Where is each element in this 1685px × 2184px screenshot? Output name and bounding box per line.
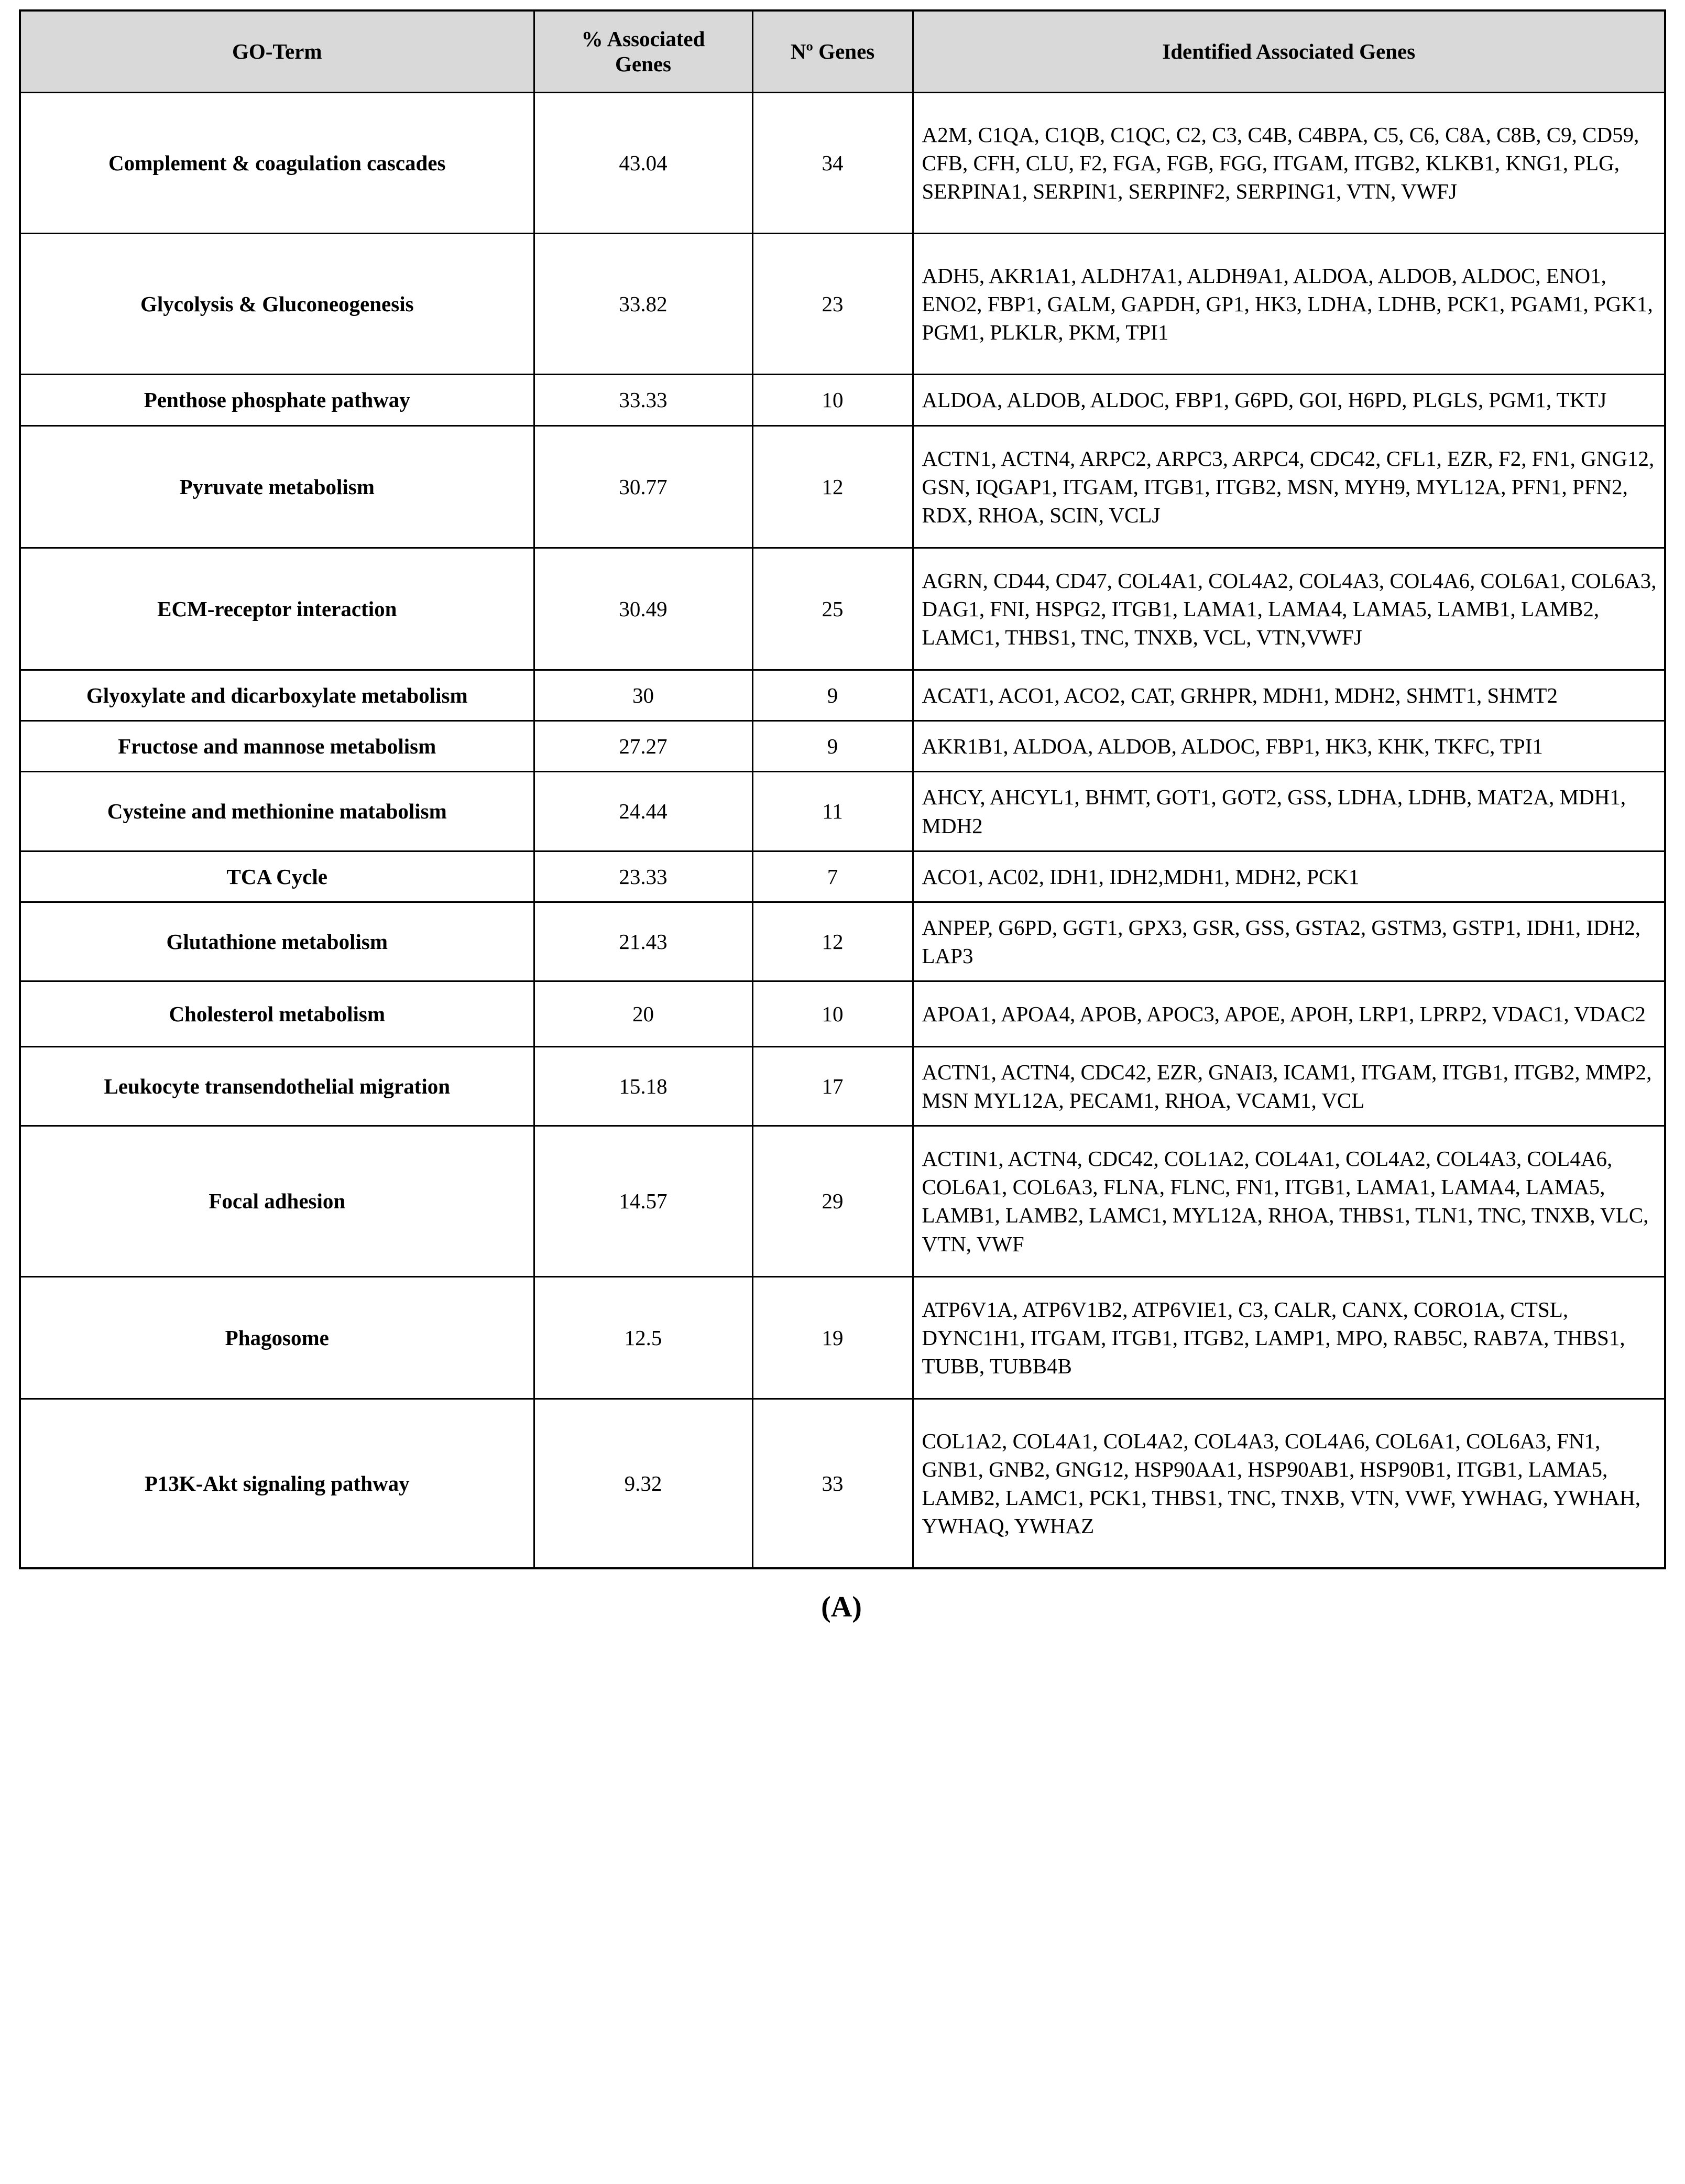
cell-n-genes: 29 [752, 1126, 913, 1276]
cell-go-term: Glycolysis & Gluconeogenesis [20, 234, 534, 375]
gene-list: ACTN1, ACTN4, ARPC2, ARPC3, ARPC4, CDC42, CFL1, EZR, F2, FN1, GNG12, GSN, IQGAP1, ITGAM, ITGB1, ITGB2, MSN, MYH9, MYL12A, PFN1, PFN2, RDX, RHOA, SCIN, VCLJ [922, 446, 1655, 527]
table-row [20, 772, 1665, 851]
cell-pct-associated-genes: 14.57 [534, 1126, 752, 1276]
cell-identified-associated-genes [913, 670, 1665, 721]
table-row [20, 234, 1665, 375]
cell-go-term: Phagosome [20, 1276, 534, 1399]
cell-n-genes: 11 [752, 772, 913, 851]
cell-n-genes: 7 [752, 851, 913, 902]
column-header-go-term: GO-Term [20, 10, 534, 92]
gene-list: ACTIN1, ACTN4, CDC42, COL1A2, COL4A1, COL4A2, COL4A3, COL4A6, COL6A1, COL6A3, FLNA, FLNC, FN1, ITGB1, LAMA1, LAMA4, LAMA5, LAMB1, LAMB2, LAMC1, MYL12A, RHOA, THBS1, TLN1, TNC, TNXB, VLC, VTN, VWF [922, 1146, 1649, 1256]
cell-identified-associated-genes [913, 548, 1665, 670]
column-header-n-genes: Nº Genes [752, 10, 913, 92]
cell-identified-associated-genes [913, 1047, 1665, 1126]
figure-caption: (A) [821, 1591, 862, 1624]
cell-identified-associated-genes [913, 234, 1665, 375]
cell-pct-associated-genes: 33.33 [534, 375, 752, 425]
cell-n-genes: 19 [752, 1276, 913, 1399]
table-row [20, 1276, 1665, 1399]
gene-list: AKR1B1, ALDOA, ALDOB, ALDOC, FBP1, HK3, KHK, TKFC, TPI1 [922, 734, 1543, 759]
column-header-pct-associated-genes [534, 10, 752, 92]
gene-list: ACO1, AC02, IDH1, IDH2,MDH1, MDH2, PCK1 [922, 864, 1360, 889]
table-row [20, 92, 1665, 233]
go-enrichment-table [19, 9, 1666, 1569]
cell-go-term: P13K-Akt signaling pathway [20, 1399, 534, 1569]
gene-list: ACTN1, ACTN4, CDC42, EZR, GNAI3, ICAM1, ITGAM, ITGB1, ITGB2, MMP2, MSN MYL12A, PECAM1, RHOA, VCAM1, VCL [922, 1060, 1652, 1113]
cell-go-term: ECM-receptor interaction [20, 548, 534, 670]
cell-pct-associated-genes: 43.04 [534, 92, 752, 233]
cell-go-term: Pyruvate metabolism [20, 425, 534, 548]
gene-list: A2M, C1QA, C1QB, C1QC, C2, C3, C4B, C4BPA, C5, C6, C8A, C8B, C9, CD59, CFB, CFH, CLU, F2, FGA, FGB, FGG, ITGAM, ITGB2, KLKB1, KNG1, PLG, SERPINA1, SERPIN1, SERPINF2, SERPING1, VTN, VWFJ [922, 122, 1639, 203]
cell-go-term: Cholesterol metabolism [20, 981, 534, 1046]
cell-n-genes: 25 [752, 548, 913, 670]
cell-pct-associated-genes: 12.5 [534, 1276, 752, 1399]
cell-n-genes: 10 [752, 981, 913, 1046]
cell-identified-associated-genes [913, 772, 1665, 851]
cell-identified-associated-genes [913, 1399, 1665, 1569]
table-row [20, 375, 1665, 425]
cell-pct-associated-genes: 24.44 [534, 772, 752, 851]
cell-identified-associated-genes [913, 425, 1665, 548]
cell-identified-associated-genes [913, 851, 1665, 902]
cell-go-term: Cysteine and methionine matabolism [20, 772, 534, 851]
cell-n-genes: 12 [752, 425, 913, 548]
table-row [20, 548, 1665, 670]
pct-header-line2: Genes [615, 52, 672, 77]
cell-n-genes: 23 [752, 234, 913, 375]
cell-identified-associated-genes [913, 1126, 1665, 1276]
cell-pct-associated-genes: 33.82 [534, 234, 752, 375]
cell-pct-associated-genes: 21.43 [534, 902, 752, 981]
cell-pct-associated-genes: 20 [534, 981, 752, 1046]
column-header-identified-associated-genes: Identified Associated Genes [913, 10, 1665, 92]
gene-list: ATP6V1A, ATP6V1B2, ATP6VIE1, C3, CALR, CANX, CORO1A, CTSL, DYNC1H1, ITGAM, ITGB1, ITGB2, LAMP1, MPO, RAB5C, RAB7A, THBS1, TUBB, TUBB4B [922, 1297, 1625, 1378]
gene-list: ACAT1, ACO1, ACO2, CAT, GRHPR, MDH1, MDH2, SHMT1, SHMT2 [922, 683, 1558, 708]
table-row [20, 1126, 1665, 1276]
cell-go-term: Glutathione metabolism [20, 902, 534, 981]
gene-list: AGRN, CD44, CD47, COL4A1, COL4A2, COL4A3, COL4A6, COL6A1, COL6A3, DAG1, FNI, HSPG2, ITGB1, LAMA1, LAMA4, LAMA5, LAMB1, LAMB2, LAMC1, THBS1, TNC, TNXB, VCL, VTN,VWFJ [922, 568, 1657, 650]
cell-n-genes: 9 [752, 721, 913, 772]
cell-identified-associated-genes [913, 981, 1665, 1046]
table-header [20, 10, 1665, 92]
cell-go-term: Complement & coagulation cascades [20, 92, 534, 233]
cell-n-genes: 17 [752, 1047, 913, 1126]
table-row [20, 1399, 1665, 1569]
table-row [20, 981, 1665, 1046]
cell-n-genes: 9 [752, 670, 913, 721]
cell-n-genes: 10 [752, 375, 913, 425]
cell-pct-associated-genes: 27.27 [534, 721, 752, 772]
table-row [20, 1047, 1665, 1126]
cell-pct-associated-genes: 30.77 [534, 425, 752, 548]
cell-n-genes: 33 [752, 1399, 913, 1569]
cell-go-term: Focal adhesion [20, 1126, 534, 1276]
table-body [20, 92, 1665, 1568]
pct-header-line1: % Associated [581, 27, 705, 51]
gene-list: COL1A2, COL4A1, COL4A2, COL4A3, COL4A6, COL6A1, COL6A3, FN1, GNB1, GNB2, GNG12, HSP90AA1, HSP90AB1, HSP90B1, ITGB1, LAMA5, LAMB2, LAMC1, PCK1, THBS1, TNC, TNXB, VTN, VWF, YWHAG, YWHAH, YWHAQ, YWHAZ [922, 1429, 1640, 1538]
table-row [20, 425, 1665, 548]
cell-pct-associated-genes: 30 [534, 670, 752, 721]
cell-pct-associated-genes: 30.49 [534, 548, 752, 670]
gene-list: ALDOA, ALDOB, ALDOC, FBP1, G6PD, GOI, H6PD, PLGLS, PGM1, TKTJ [922, 388, 1607, 412]
gene-list: ADH5, AKR1A1, ALDH7A1, ALDH9A1, ALDOA, ALDOB, ALDOC, ENO1, ENO2, FBP1, GALM, GAPDH, GP1, HK3, LDHA, LDHB, PCK1, PGAM1, PGK1, PGM1, PLKLR, PKM, TPI1 [922, 264, 1653, 345]
cell-go-term: Fructose and mannose metabolism [20, 721, 534, 772]
gene-list: AHCY, AHCYL1, BHMT, GOT1, GOT2, GSS, LDHA, LDHB, MAT2A, MDH1, MDH2 [922, 785, 1626, 838]
table-row [20, 851, 1665, 902]
gene-list: ANPEP, G6PD, GGT1, GPX3, GSR, GSS, GSTA2, GSTM3, GSTP1, IDH1, IDH2, LAP3 [922, 915, 1641, 968]
cell-pct-associated-genes: 15.18 [534, 1047, 752, 1126]
cell-identified-associated-genes [913, 902, 1665, 981]
header-row [20, 10, 1665, 92]
cell-n-genes: 34 [752, 92, 913, 233]
cell-pct-associated-genes: 9.32 [534, 1399, 752, 1569]
cell-pct-associated-genes: 23.33 [534, 851, 752, 902]
cell-identified-associated-genes [913, 92, 1665, 233]
cell-identified-associated-genes [913, 721, 1665, 772]
table-row [20, 902, 1665, 981]
table-row [20, 721, 1665, 772]
cell-go-term: TCA Cycle [20, 851, 534, 902]
cell-n-genes: 12 [752, 902, 913, 981]
table-row [20, 670, 1665, 721]
cell-go-term: Glyoxylate and dicarboxylate metabolism [20, 670, 534, 721]
cell-go-term: Penthose phosphate pathway [20, 375, 534, 425]
cell-identified-associated-genes [913, 375, 1665, 425]
cell-identified-associated-genes [913, 1276, 1665, 1399]
cell-go-term: Leukocyte transendothelial migration [20, 1047, 534, 1126]
gene-list: APOA1, APOA4, APOB, APOC3, APOE, APOH, LRP1, LPRP2, VDAC1, VDAC2 [922, 1001, 1646, 1026]
